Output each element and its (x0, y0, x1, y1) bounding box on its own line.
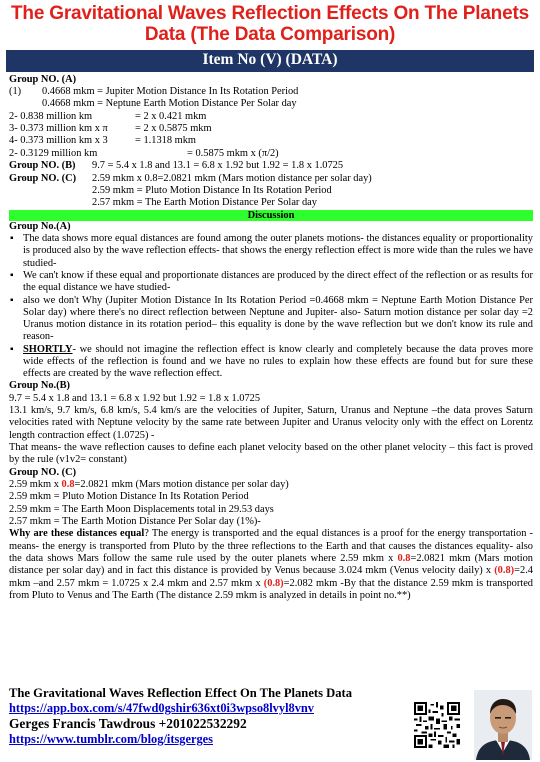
bullet-item: ▪ also we don't Why (Jupiter Motion Distance In Its Rotation Period =0.4668 mkm = Neptune Earth Motion Distance Per Solar day) where there's no direct reflection between Neptune and Jupiter- also- Saturn motion distance per solar day =2 Uranus motion distance in its rotation period– this equality is done by the wave reflection but we don't know its rule and reason- (9, 295, 533, 344)
footer-author: Gerges Francis Tawdrous +201022532292 (9, 716, 247, 731)
disc-group-b-heading: Group No.(B) (9, 380, 71, 392)
disc-group-c-line: 2.59 mkm = The Earth Moon Displacements total in 29.53 days (9, 503, 274, 515)
group-b-line: Group NO. (B) 9.7 = 5.4 x 1.8 and 13.1 = 6.8 x 1.92 but 1.92 = 1.8 x 1.0725 (9, 160, 344, 172)
disc-group-c-line: 2.57 mkm = The Earth Motion Distance Per Solar day (1%)- (9, 516, 261, 528)
bullet-item: ▪ We can't know if these equal and proportionate distances are produced by the direct effect of the reflection or as results for the equal distance we have studied- (9, 270, 533, 295)
qr-code-icon (414, 702, 460, 748)
bullet-item-shortly: ▪ SHORTLY- we should not imagine the reflection effect is know clearly and completely because the data proves more wide effects of the reflection is found and we have no rules to explain how these effects are found but for sure these effects are created by the wave reflection effect. (9, 344, 533, 381)
main-content (0, 72, 540, 603)
footer (9, 686, 409, 747)
shortly-label: SHORTLY (23, 343, 73, 355)
disc-group-a-heading: Group No.(A) (9, 220, 71, 232)
bullet-item: ▪ The data shows more equal distances are found among the outer planets motions- the distances equality or proportionality is produced also by the wave reflection effects- that shows the energy reflection effect is more wide than the rules we have studied- (9, 233, 533, 270)
paragraph: 13.1 km/s, 9.7 km/s, 6.8 km/s, 5.4 km/s are the velocities of Jupiter, Saturn, Uranus and Neptune –the data proves Saturn velocities rated with Neptune velocity by the same rate between Jupiter and Uranus velocity only with the effect on Lorentz length contraction effect (1.0725) - (9, 405, 533, 441)
group-a-line: (1) 0.4668 mkm = Jupiter Motion Distance In Its Rotation Period (9, 85, 299, 97)
disc-group-c-heading: Group NO. (C) (9, 466, 77, 478)
group-a-line: 2- 0.838 million km = 2 x 0.421 mkm (9, 110, 207, 122)
group-c-line: Group NO. (C) 2.59 mkm x 0.8=2.0821 mkm (Mars motion distance per solar day) (9, 172, 372, 184)
group-c-line: 2.57 mkm = The Earth Motion Distance Per Solar day (92, 197, 317, 209)
group-c-heading: Group NO. (C) (9, 172, 77, 184)
disc-group-b-equation: 9.7 = 5.4 x 1.8 and 13.1 = 6.8 x 1.92 but 1.92 = 1.8 x 1.0725 (9, 392, 261, 404)
group-a-line: 0.4668 mkm = Neptune Earth Motion Distance Per Solar day (42, 98, 297, 110)
discussion-bar: Discussion (9, 210, 533, 221)
footer-link-tumblr[interactable]: https://www.tumblr.com/blog/itsgerges (9, 732, 213, 746)
why-label: Why are these distances equal (9, 528, 145, 540)
group-a-line: 4- 0.373 million km x 3 = 1.1318 mkm (9, 135, 196, 147)
page-title: The Gravitational Waves Reflection Effects On The Planets Data (The Data Comparison) (11, 3, 529, 46)
group-a-line: 2- 0.3129 million km = 0.5875 mkm x (π/2) (9, 147, 279, 159)
paragraph: That means- the wave reflection causes to define each planet velocity based on the other planet velocity – this fact is proved by the rule (v1v2= constant) (9, 441, 533, 466)
group-a-line: 3- 0.373 million km x π = 2 x 0.5875 mkm (9, 123, 212, 135)
disc-group-c-line: 2.59 mkm = Pluto Motion Distance In Its Rotation Period (9, 491, 249, 503)
group-a-heading: Group NO. (A) (9, 73, 77, 85)
group-b-heading: Group NO. (B) (9, 160, 76, 172)
author-photo (474, 690, 532, 760)
group-c-line: 2.59 mkm = Pluto Motion Distance In Its Rotation Period (92, 185, 332, 197)
item-header-bar: Item No (V) (DATA) (6, 50, 534, 72)
footer-title: The Gravitational Waves Reflection Effect On The Planets Data (9, 686, 353, 700)
paragraph: Why are these distances equal? The energy is transported and the equal distances is a proof for the energy transportation -means- the energy is transported from Pluto by the three reflections to the Earth and that causes the distances equality- also the data shows Mars follow the same rule used by the outer planets where 2.59 mkm x 0.8=2.0821 mkm (Mars motion distance per solar day) and in fact this distance is provided by Venus because 3.024 mkm (Venus velocity daily) x (0.8)=2.4 mkm –and 2.57 mkm = 1.0725 x 2.4 mkm and 2.57 mkm x (0.8)=2.082 mkm -By that the distance 2.59 mkm is transported from Pluto to Venus and The Earth (The distance 2.59 mkm is analyzed in details in point no.**) (9, 528, 534, 601)
disc-group-c-line: 2.59 mkm x 0.8=2.0821 mkm (Mars motion distance per solar day) (9, 478, 289, 490)
footer-link-box[interactable]: https://app.box.com/s/47fwd0gshir636xt0i3wpso8lvyl8vnv (9, 701, 314, 715)
